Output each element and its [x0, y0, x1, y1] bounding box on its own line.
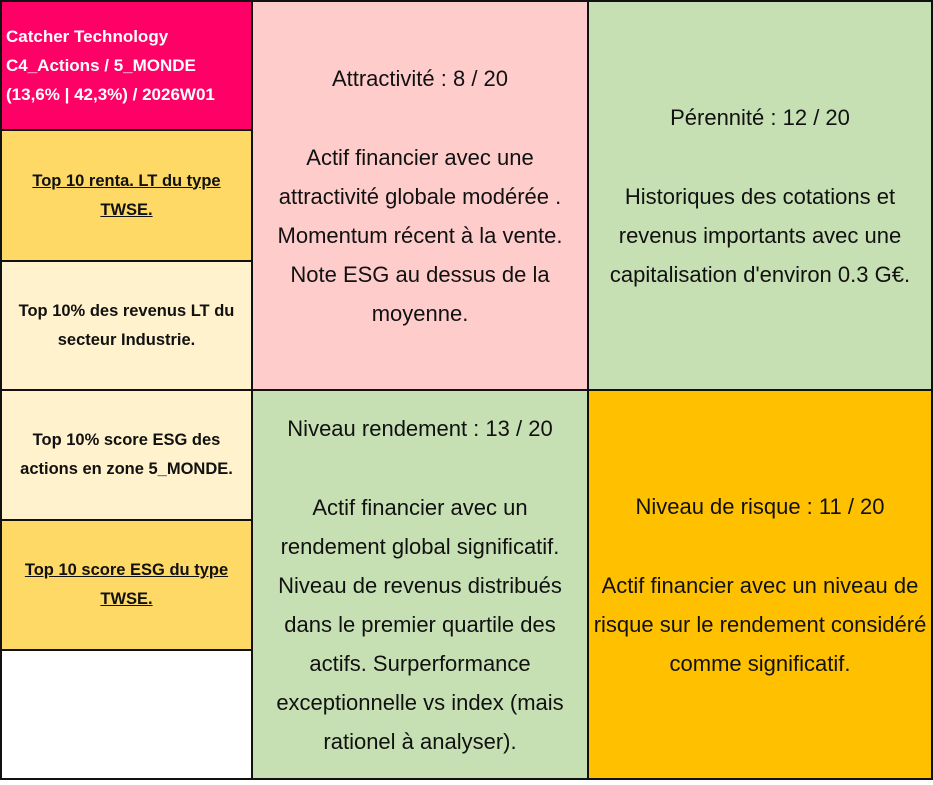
tag-top10pct-esg — [0, 389, 253, 521]
tag-top10pct-revenus-text: Top 10% des revenus LT du secteur Industrie. — [18, 301, 235, 349]
rendement-card — [251, 389, 589, 780]
asset-name: Catcher Technology — [6, 27, 169, 46]
rendement-body: Actif financier avec un rendement global significatif. Niveau de revenus distribués dans le premier quartile des actifs. Surperformance exceptionnelle vs index (mais rationel à analyser). — [276, 494, 564, 754]
attractivite-title: Attractivité : 8 / 20 — [331, 65, 509, 91]
attractivite-body: Actif financier avec une attractivité globale modérée . Momentum récent à la vente. Note ESG au dessus de la moyenne. — [277, 144, 563, 326]
tag-top10pct-revenus — [0, 260, 253, 391]
rendement-title: Niveau rendement : 13 / 20 — [287, 415, 553, 441]
tag-top10-esg — [0, 519, 253, 651]
tag-top10-renta-text: Top 10 renta. LT du type TWSE. — [32, 171, 221, 219]
asset-category: C4_Actions / 5_MONDE — [6, 56, 196, 75]
perennite-title: Pérennité : 12 / 20 — [670, 104, 850, 130]
risque-card — [587, 389, 933, 780]
asset-metrics: (13,6% | 42,3%) / 2026W01 — [6, 85, 215, 104]
asset-header-cell — [0, 0, 253, 131]
perennite-body: Historiques des cotations et revenus importants avec une capitalisation d'environ 0.3 G€. — [609, 183, 911, 287]
tag-top10pct-esg-text: Top 10% score ESG des actions en zone 5_MONDE. — [20, 431, 233, 478]
attractivite-card — [251, 0, 589, 391]
risque-body: Actif financier avec un niveau de risque sur le rendement considéré comme significatif. — [593, 572, 927, 676]
empty-cell — [0, 649, 253, 780]
perennite-card — [587, 0, 933, 391]
tag-top10-renta — [0, 129, 253, 262]
risque-title: Niveau de risque : 11 / 20 — [635, 493, 885, 519]
tag-top10-esg-text: Top 10 score ESG du type TWSE. — [24, 561, 229, 608]
